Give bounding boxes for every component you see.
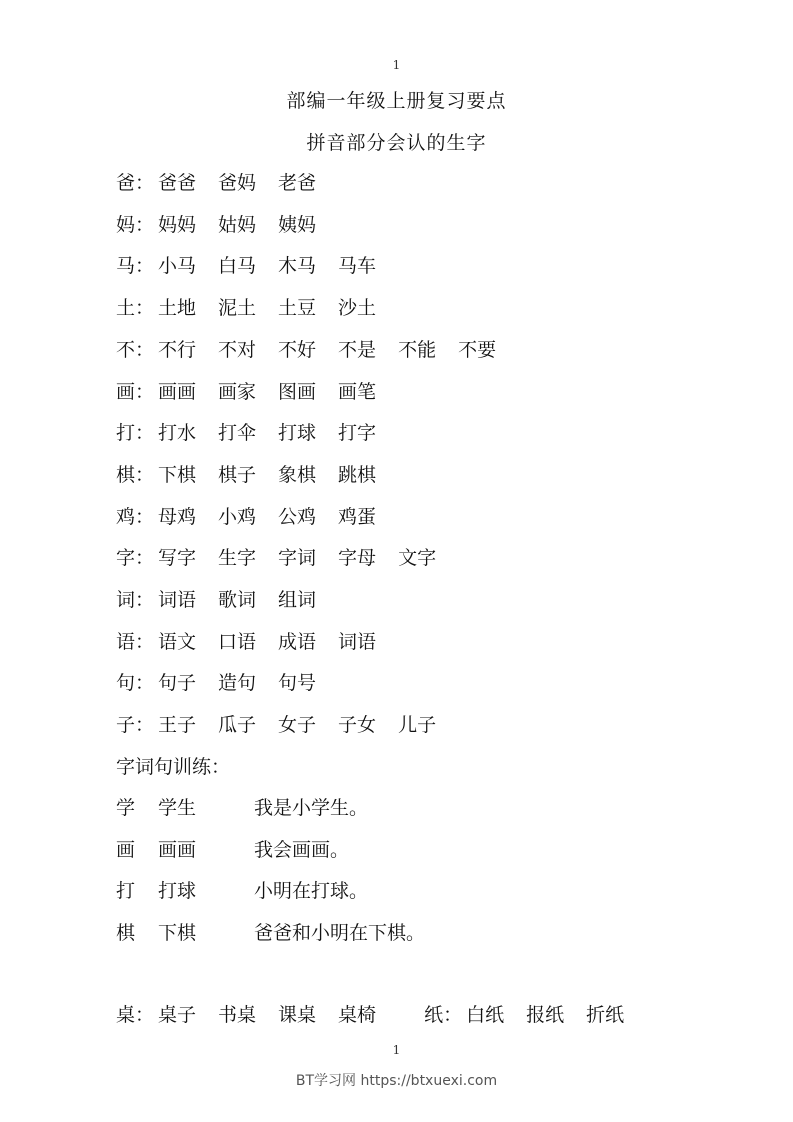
word: 折纸: [586, 1004, 625, 1026]
word: 爸妈: [218, 172, 257, 194]
word: 鸡蛋: [338, 505, 377, 528]
page-subtitle: 拼音部分会认的生字: [306, 132, 487, 154]
word: 字词: [278, 547, 317, 570]
training-char: 画: [116, 838, 136, 861]
line-head: 语：: [116, 630, 155, 653]
word: 泥土: [218, 297, 257, 320]
word: 图画: [278, 380, 317, 403]
word: 桌椅: [338, 1004, 377, 1026]
word: 组词: [278, 589, 317, 611]
line-head: 桌：: [116, 1004, 155, 1026]
word: 妈妈: [158, 213, 197, 236]
line-head: 字：: [116, 547, 155, 570]
line-head: 妈：: [116, 213, 155, 236]
line-head: 不：: [116, 338, 155, 361]
training-char: 棋: [116, 922, 136, 945]
line-head: 画：: [116, 380, 155, 403]
training-line: [116, 835, 349, 862]
word: 不行: [158, 338, 197, 361]
word: 不对: [218, 338, 257, 361]
word: 老爸: [278, 172, 317, 194]
word: 姑妈: [218, 213, 257, 236]
word: 爸爸: [158, 172, 197, 194]
training-line: [116, 876, 368, 903]
word: 沙土: [338, 297, 377, 320]
line-head: 棋：: [116, 463, 155, 486]
word: 成语: [278, 630, 317, 653]
footer-watermark: BT学习网 https://btxuexi.com: [295, 1073, 498, 1089]
training-line: [116, 918, 425, 945]
word: 不是: [338, 338, 377, 361]
word: 瓜子: [218, 714, 257, 737]
training-heading: 字词句训练：: [116, 756, 231, 778]
word: 子女: [338, 714, 377, 737]
word: 语文: [158, 630, 197, 653]
char-line: [116, 627, 398, 654]
page-number-bottom: 1: [392, 1043, 401, 1057]
word: 造句: [218, 672, 257, 695]
word: 白马: [218, 255, 257, 278]
char-line: [116, 293, 398, 320]
word: 打字: [338, 422, 377, 445]
line-head: 爸：: [116, 172, 155, 194]
char-line: [116, 168, 338, 195]
word: 字母: [338, 547, 377, 570]
training-char: 学: [116, 797, 136, 819]
word: 写字: [158, 547, 197, 570]
word: 句号: [278, 672, 317, 695]
word: 棋子: [218, 463, 257, 486]
word: 画家: [218, 380, 257, 403]
training-sentence: 小明在打球。: [254, 880, 369, 903]
word: 王子: [158, 714, 197, 737]
word: 画笔: [338, 380, 377, 403]
word: 白纸: [466, 1004, 505, 1026]
word: 女子: [278, 714, 317, 737]
char-line: [116, 543, 458, 570]
word: 下棋: [158, 463, 197, 486]
training-sentence: 我是小学生。: [254, 797, 369, 819]
word: 公鸡: [278, 505, 317, 528]
word: 桌子: [158, 1004, 197, 1026]
word: 不能: [398, 338, 437, 361]
word: 书桌: [218, 1004, 257, 1026]
word: 句子: [158, 672, 197, 695]
training-sentence: 我会画画。: [254, 838, 350, 861]
word: 象棋: [278, 463, 317, 486]
char-line: [116, 460, 398, 487]
word: 土地: [158, 297, 197, 320]
word: 生字: [218, 547, 257, 570]
training-sentence: 爸爸和小明在下棋。: [254, 922, 426, 945]
line-head: 土：: [116, 297, 155, 320]
line-head: 句：: [116, 672, 155, 695]
training-word: 下棋: [158, 922, 197, 945]
word: 词语: [338, 630, 377, 653]
training-char: 打: [116, 880, 136, 903]
word: 木马: [278, 255, 317, 278]
word: 打水: [158, 422, 197, 445]
char-line: [116, 377, 398, 404]
char-line: [116, 585, 338, 612]
word: 报纸: [526, 1004, 565, 1026]
word: 口语: [218, 630, 257, 653]
word: 不好: [278, 338, 317, 361]
word: 歌词: [218, 589, 257, 611]
training-word: 画画: [158, 838, 197, 861]
char-line: [116, 335, 518, 362]
word: 马车: [338, 255, 377, 278]
char-line: [116, 418, 398, 445]
char-line: [116, 710, 458, 737]
last-line: [116, 1000, 646, 1027]
word: 土豆: [278, 297, 317, 320]
line-head: 鸡：: [116, 505, 155, 528]
page-number-top: 1: [392, 58, 401, 72]
line-head: 打：: [116, 422, 155, 445]
line-head: 词：: [116, 589, 155, 611]
word: 母鸡: [158, 505, 197, 528]
line-head: 子：: [116, 714, 155, 737]
word: 小鸡: [218, 505, 257, 528]
training-word: 打球: [158, 880, 197, 903]
training-word: 学生: [158, 797, 197, 819]
word: 词语: [158, 589, 197, 611]
word: 打球: [278, 422, 317, 445]
line-head: 马：: [116, 255, 155, 278]
char-line: [116, 210, 338, 237]
word: 姨妈: [278, 213, 317, 236]
word: 不要: [458, 338, 497, 361]
page-title: 部编一年级上册复习要点: [286, 90, 507, 112]
char-line: [116, 502, 398, 529]
char-line: [116, 668, 338, 695]
word: 打伞: [218, 422, 257, 445]
word: 小马: [158, 255, 197, 278]
word: 画画: [158, 380, 197, 403]
word: 课桌: [278, 1004, 317, 1026]
word: 儿子: [398, 714, 437, 737]
word: 文字: [398, 547, 437, 570]
word: 跳棋: [338, 463, 377, 486]
char-line: [116, 251, 398, 278]
training-line: [116, 793, 368, 820]
line-head: 纸：: [424, 1004, 463, 1026]
